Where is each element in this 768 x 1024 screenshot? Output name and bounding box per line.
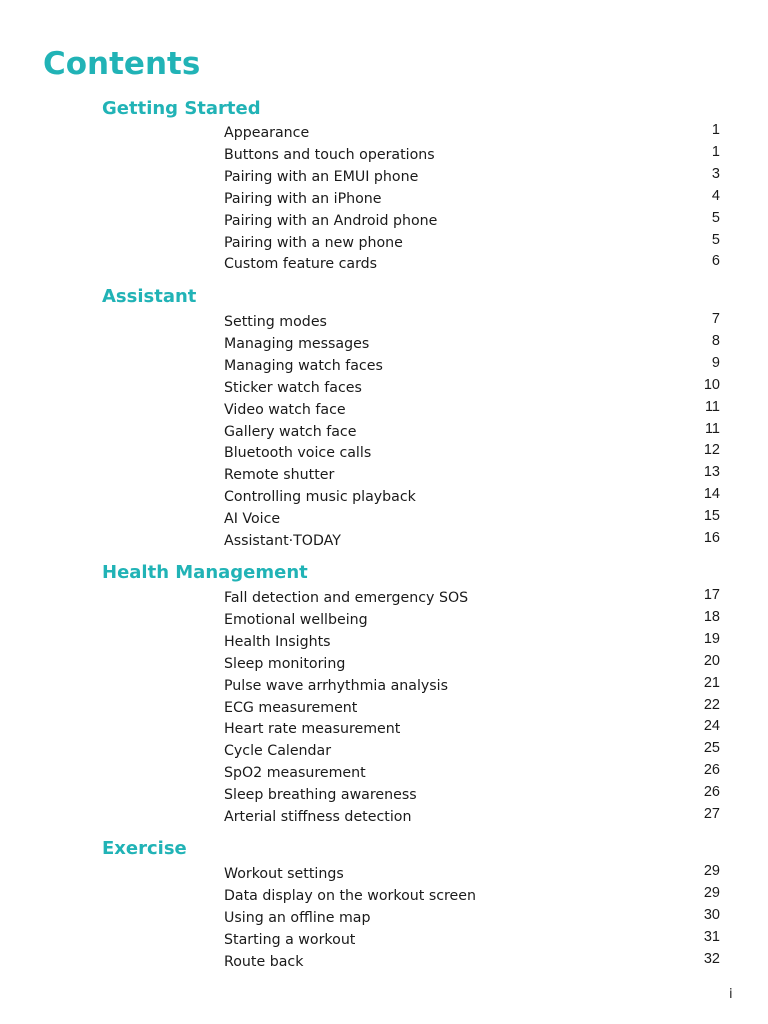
- entry-title[interactable]: Sleep monitoring: [224, 655, 346, 672]
- entry-title[interactable]: Bluetooth voice calls: [224, 445, 372, 462]
- entry-title[interactable]: Pairing with a new phone: [224, 234, 403, 251]
- entry-page-number: 6: [711, 253, 720, 270]
- entry-page-number: 11: [704, 420, 720, 437]
- entry-title[interactable]: Controlling music playback: [224, 489, 416, 506]
- toc-entry[interactable]: [224, 509, 720, 529]
- entry-page-number: 31: [703, 928, 720, 945]
- toc-entry[interactable]: [224, 254, 720, 274]
- entry-title[interactable]: Starting a workout: [224, 931, 356, 948]
- page-number: i: [729, 987, 733, 1002]
- toc-entry[interactable]: [224, 312, 720, 332]
- entry-title[interactable]: Pulse wave arrhythmia analysis: [224, 677, 449, 694]
- entry-title[interactable]: Sticker watch faces: [224, 379, 362, 396]
- entry-page-number: 18: [703, 608, 720, 625]
- entry-page-number: 11: [704, 398, 720, 415]
- entry-title[interactable]: Emotional wellbeing: [224, 611, 368, 628]
- entry-page-number: 9: [711, 354, 720, 371]
- entry-title[interactable]: Appearance: [224, 125, 310, 141]
- toc-entry[interactable]: [224, 698, 720, 718]
- toc-entry[interactable]: [224, 422, 720, 442]
- entry-page-number: 5: [711, 209, 720, 226]
- entry-title[interactable]: Pairing with an iPhone: [224, 190, 382, 207]
- entry-page-number: 3: [711, 165, 720, 182]
- toc-entry[interactable]: [224, 719, 720, 739]
- section-heading[interactable]: Health Management: [102, 562, 308, 583]
- entry-page-number: 22: [703, 696, 720, 713]
- entry-title[interactable]: Custom feature cards: [224, 256, 378, 273]
- entry-page-number: 10: [703, 376, 720, 393]
- toc-entry[interactable]: [224, 233, 720, 253]
- entry-page-number: 20: [703, 652, 720, 669]
- entry-title[interactable]: Assistant·TODAY: [224, 533, 341, 549]
- entry-page-number: 26: [703, 784, 720, 801]
- toc-entry[interactable]: [224, 886, 720, 906]
- entry-page-number: 14: [703, 486, 720, 503]
- toc-entry[interactable]: [224, 211, 720, 231]
- toc-entry[interactable]: [224, 189, 720, 209]
- toc-entry[interactable]: [224, 864, 720, 884]
- toc-entry[interactable]: [224, 443, 720, 463]
- entry-title[interactable]: Managing messages: [224, 335, 370, 352]
- entry-page-number: 24: [703, 718, 720, 735]
- entry-page-number: 26: [703, 762, 720, 779]
- entry-title[interactable]: Workout settings: [224, 866, 344, 882]
- toc-entry[interactable]: [224, 588, 720, 608]
- entry-page-number: 1: [711, 143, 720, 160]
- entry-page-number: 13: [703, 464, 720, 481]
- entry-title[interactable]: Pairing with an Android phone: [224, 212, 438, 229]
- entry-title[interactable]: Route back: [224, 953, 304, 970]
- page-title: Contents: [43, 46, 201, 82]
- toc-entry[interactable]: [224, 952, 720, 972]
- entry-title[interactable]: Data display on the workout screen: [224, 887, 476, 904]
- entry-title[interactable]: Remote shutter: [224, 467, 335, 484]
- entry-page-number: 8: [711, 332, 720, 349]
- section-heading[interactable]: Getting Started: [102, 98, 261, 119]
- entry-page-number: 25: [703, 740, 720, 757]
- entry-page-number: 4: [711, 187, 720, 204]
- toc-entry[interactable]: [224, 785, 720, 805]
- entry-page-number: 12: [703, 442, 720, 459]
- entry-title[interactable]: Arterial stiffness detection: [224, 809, 412, 825]
- entry-title[interactable]: Buttons and touch operations: [224, 146, 435, 163]
- entry-page-number: 29: [703, 863, 720, 879]
- toc-entry[interactable]: [224, 930, 720, 950]
- toc-entry[interactable]: [224, 378, 720, 398]
- entry-page-number: 27: [703, 806, 720, 822]
- entry-page-number: 19: [703, 630, 720, 647]
- entry-page-number: 17: [703, 587, 720, 603]
- entry-title[interactable]: Setting modes: [224, 314, 327, 330]
- entry-title[interactable]: Using an offline map: [224, 909, 371, 926]
- entry-title[interactable]: AI Voice: [224, 511, 281, 528]
- entry-page-number: 1: [711, 122, 720, 138]
- toc-entry[interactable]: [224, 741, 720, 761]
- toc-entry[interactable]: [224, 807, 720, 827]
- entry-title[interactable]: Cycle Calendar: [224, 743, 332, 760]
- toc-entry[interactable]: [224, 400, 720, 420]
- toc-entry[interactable]: [224, 487, 720, 507]
- toc-entry[interactable]: [224, 123, 720, 143]
- entry-page-number: 7: [711, 311, 720, 327]
- entry-page-number: 16: [703, 530, 720, 546]
- toc-entry[interactable]: [224, 632, 720, 652]
- entry-title[interactable]: Heart rate measurement: [224, 721, 401, 738]
- toc-entry[interactable]: [224, 145, 720, 165]
- entry-title[interactable]: Fall detection and emergency SOS: [224, 590, 469, 606]
- toc-entry[interactable]: [224, 531, 720, 551]
- toc-entry[interactable]: [224, 763, 720, 783]
- entry-title[interactable]: Sleep breathing awareness: [224, 787, 417, 804]
- entry-page-number: 32: [703, 950, 720, 967]
- entry-page-number: 30: [703, 906, 720, 923]
- entry-title[interactable]: Gallery watch face: [224, 423, 357, 440]
- entry-page-number: 5: [711, 231, 720, 248]
- toc-entry[interactable]: [224, 908, 720, 928]
- toc-entry[interactable]: [224, 676, 720, 696]
- entry-title[interactable]: ECG measurement: [224, 699, 358, 716]
- entry-title[interactable]: Pairing with an EMUI phone: [224, 168, 419, 185]
- entry-title[interactable]: Video watch face: [224, 401, 346, 418]
- section-heading[interactable]: Exercise: [102, 838, 187, 859]
- toc-entry[interactable]: [224, 610, 720, 630]
- entry-title[interactable]: SpO2 measurement: [224, 765, 366, 782]
- toc-entry[interactable]: [224, 356, 720, 376]
- entry-page-number: 29: [703, 884, 720, 901]
- toc-entry[interactable]: [224, 167, 720, 187]
- toc-entry[interactable]: [224, 654, 720, 674]
- section-heading[interactable]: Assistant: [102, 286, 197, 307]
- entry-page-number: 21: [703, 674, 720, 691]
- entry-page-number: 15: [703, 508, 720, 525]
- toc-entry[interactable]: [224, 465, 720, 485]
- entry-title[interactable]: Health Insights: [224, 633, 331, 650]
- entry-title[interactable]: Managing watch faces: [224, 357, 383, 374]
- toc-entry[interactable]: [224, 334, 720, 354]
